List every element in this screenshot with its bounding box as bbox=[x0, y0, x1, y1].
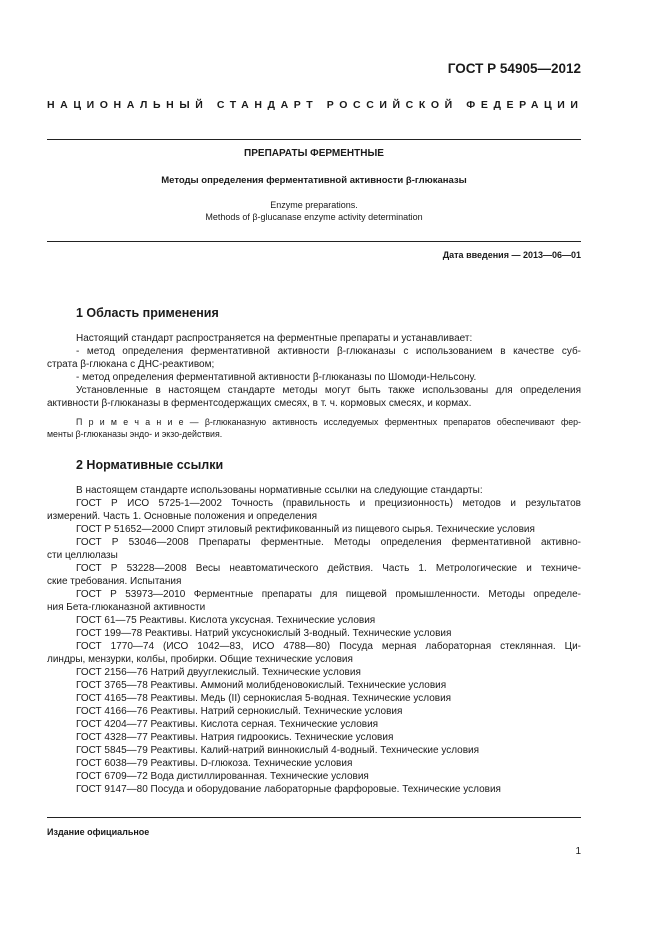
reference-line: ГОСТ 199—78 Реактивы. Натрий уксуснокислый 3-водный. Технические условия bbox=[76, 628, 452, 639]
section-1-note-line-1: П р и м е ч а н и е — β-глюканазную активность исследуемых ферментных препаратов обеспечивают фер- bbox=[76, 417, 581, 427]
reference-line: ские требования. Испытания bbox=[47, 576, 182, 587]
reference-line: сти целлюлазы bbox=[47, 550, 118, 561]
national-standard-header: НАЦИОНАЛЬНЫЙ СТАНДАРТ РОССИЙСКОЙ ФЕДЕРАЦИИ bbox=[47, 99, 584, 111]
reference-line: линдры, мензурки, колбы, пробирки. Общие технические условия bbox=[47, 654, 353, 665]
section-1-line: Установленные в настоящем стандарте методы могут быть также использованы для определения bbox=[76, 385, 581, 396]
reference-line: измерений. Часть 1. Основные положения и определения bbox=[47, 511, 318, 522]
section-1-line: - метод определения ферментативной активности β-глюканазы с использованием в качестве суб- bbox=[76, 346, 581, 357]
page-number: 1 bbox=[575, 846, 581, 857]
official-edition-label: Издание официальное bbox=[47, 827, 150, 837]
document-title: ПРЕПАРАТЫ ФЕРМЕНТНЫЕ bbox=[244, 148, 384, 159]
reference-line: ГОСТ 6709—72 Вода дистиллированная. Технические условия bbox=[76, 771, 369, 782]
introduction-date: Дата введения — 2013—06—01 bbox=[442, 250, 581, 260]
reference-line: ГОСТ 4328—77 Реактивы. Натрия гидроокись. Технические условия bbox=[76, 732, 394, 743]
reference-line: ГОСТ 9147—80 Посуда и оборудование лабораторные фарфоровые. Технические условия bbox=[76, 784, 501, 795]
section-1-line: активности β-глюканазы в ферментсодержащих смесях, в т. ч. кормовых смесях, и кормах. bbox=[47, 398, 472, 409]
reference-line: В настоящем стандарте использованы нормативные ссылки на следующие стандарты: bbox=[76, 485, 483, 496]
reference-line: ГОСТ 1770—74 (ИСО 1042—83, ИСО 4788—80) Посуда мерная лабораторная стеклянная. Ци- bbox=[76, 641, 581, 652]
top-rule bbox=[47, 139, 581, 140]
reference-line: ГОСТ 3765—78 Реактивы. Аммоний молибденовокислый. Технические условия bbox=[76, 680, 447, 691]
reference-line: ГОСТ 4204—77 Реактивы. Кислота серная. Технические условия bbox=[76, 719, 379, 730]
reference-line: ГОСТ Р ИСО 5725-1—2002 Точность (правильность и прецизионность) методов и результатов bbox=[76, 498, 581, 509]
footer-rule bbox=[47, 817, 581, 818]
title-rule bbox=[47, 241, 581, 242]
english-title-line-1: Enzyme preparations. bbox=[270, 200, 358, 210]
reference-line: ния Бета-глюканазной активности bbox=[47, 602, 206, 613]
reference-line: ГОСТ 2156—76 Натрий двууглекислый. Технические условия bbox=[76, 667, 361, 678]
section-2-heading: 2 Нормативные ссылки bbox=[76, 458, 224, 472]
section-1-line: страта β-глюкана с ДНС-реактивом; bbox=[47, 359, 215, 370]
section-1-heading: 1 Область применения bbox=[76, 306, 219, 320]
section-1-note-line-2: менты β-глюканазы эндо- и экзо-действия. bbox=[47, 429, 223, 439]
reference-line: ГОСТ 4165—78 Реактивы. Медь (II) сернокислая 5-водная. Технические условия bbox=[76, 693, 452, 704]
reference-line: ГОСТ 5845—79 Реактивы. Калий-натрий виннокислый 4-водный. Технические условия bbox=[76, 745, 480, 756]
reference-line: ГОСТ 4166—76 Реактивы. Натрий сернокислый. Технические условия bbox=[76, 706, 403, 717]
section-1-line: Настоящий стандарт распространяется на ферментные препараты и устанавливает: bbox=[76, 333, 473, 344]
reference-line: ГОСТ Р 51652—2000 Спирт этиловый ректификованный из пищевого сырья. Технические условия bbox=[76, 524, 535, 535]
reference-line: ГОСТ 61—75 Реактивы. Кислота уксусная. Технические условия bbox=[76, 615, 376, 626]
reference-line: ГОСТ Р 53046—2008 Препараты ферментные. Методы определения ферментативной активно- bbox=[76, 537, 581, 548]
gost-number: ГОСТ Р 54905—2012 bbox=[447, 61, 581, 76]
reference-line: ГОСТ Р 53228—2008 Весы неавтоматического действия. Часть 1. Метрологические и техниче- bbox=[76, 563, 581, 574]
reference-line: ГОСТ Р 53973—2010 Ферментные препараты для пищевой промышленности. Методы определе- bbox=[76, 589, 581, 600]
reference-line: ГОСТ 6038—79 Реактивы. D-глюкоза. Технические условия bbox=[76, 758, 353, 769]
english-title-line-2: Methods of β-glucanase enzyme activity determination bbox=[205, 212, 423, 222]
document-subtitle: Методы определения ферментативной активности β-глюканазы bbox=[161, 175, 467, 186]
section-1-line: - метод определения ферментативной активности β-глюканазы по Шомоди-Нельсону. bbox=[76, 372, 477, 383]
